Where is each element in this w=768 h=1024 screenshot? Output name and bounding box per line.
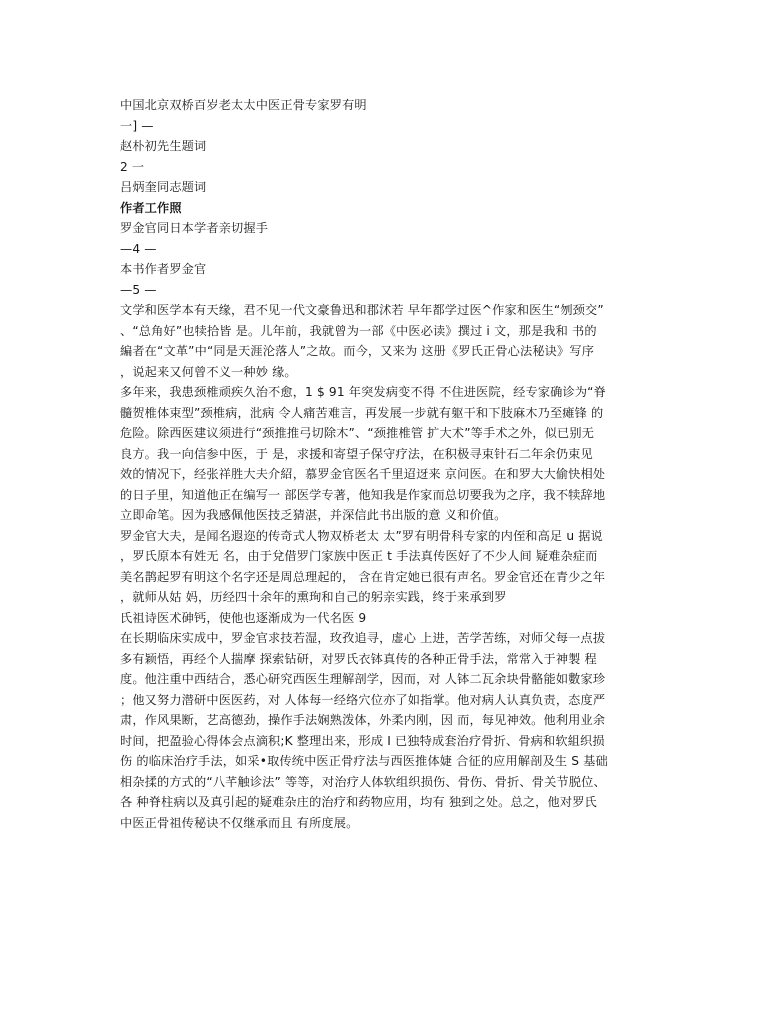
body-text-line: 各 种脊柱病以及真引起的疑难杂庄的治疗和药物应用，均有 独到之处。总之，他对罗氏 <box>120 795 597 809</box>
page-number: 2 一 <box>120 159 145 174</box>
body-text-line: 伤 的临床治疗手法，如采•取传统中医正骨疗法与西医推体婕 合征的应用解剖及生 S 基础 <box>120 754 608 768</box>
body-text-line: 文学和医学本有天缘，君不见一代文豪鲁迅和郡沭若 早年都学过医^作家和医生“刎颈交” <box>120 303 604 317</box>
body-text-line: 立即命笔。因为我感佩他医技乏猜湛，并深信此书出版的意 义和价值。 <box>120 508 507 522</box>
body-text-line: 編者在“文革”中“同是天涯沦落人”之故。而今，又来为 这册《罗氏正骨心法秘诀》写序 <box>120 344 595 358</box>
body-text-line: 良方。我一向信参中医，于 是，求援和寄望子保守疗法，在积极寻束针石二年余仍束见 <box>120 446 593 461</box>
page-number: 一] — <box>120 118 154 133</box>
photo-caption: 本书作者罗金官 <box>120 262 207 276</box>
body-text-line: 髓贺椎体束型”颈椎病，沘病 令人痛苦难言，再发展一步就有躯干和下肢麻木乃至瘫锋 的 <box>120 405 604 420</box>
photo-caption: 赵朴初先生题词 <box>120 139 207 153</box>
body-text-line: ，罗氏原本有姓无 名，由于兌借罗门家族中医正 t 手法真传医好了不少人间 疑难杂症而 <box>120 549 598 563</box>
body-text-line: 的日子里，知道他正在编写一 部医学专著，他知我是作家而总切要我为之序，我不犊辞地 <box>120 487 606 502</box>
body-text-line: 危险。除西医建议须进行“颈推推弓切除木”、“颈推椎管 扩大术”等手术之外，似已别无 <box>120 426 595 440</box>
document-page <box>120 95 650 833</box>
body-text-line: 在长期临床实成中，罗金官求技若湿，玫孜追寻，虚心 上进，苦学苦练，对师父每一点拔 <box>120 631 606 645</box>
body-text-line: 肃，作风果断，艺高德劲，操作手法娴熟泼体，外柔内刚，因 而，每见神效。他利用业余 <box>120 713 606 727</box>
body-text-line: ，说起来又何曾不义一种妙 缘。 <box>120 364 297 379</box>
body-text-line: 氏祖诗医术砷钙，使他也逐渐成为一代名医 9 <box>120 610 367 625</box>
body-text-line: ；他又努力潜研中医医药，对 人体每一经络穴位亦了如指掌。他对病人认真负责，态度严 <box>120 692 606 707</box>
page-number: —4 — <box>120 241 157 256</box>
photo-caption: 作者工作照 <box>120 200 182 215</box>
body-text-line: 效的情况下，经张祥胜大夫介紹，慕罗金官医名千里迢迓来 京问医。在和罗大大偷快相处 <box>120 467 606 481</box>
page-number: —5 — <box>120 282 157 297</box>
body-text-line: 中医正骨祖传秘诀不仅继承而且 有所度展。 <box>120 815 359 830</box>
body-text-line: ，就师从姑 妈，历经四十余年的熏珣和自己的躬亲实践，终于来承到罗 <box>120 590 507 604</box>
body-text-line: 多年来，我患颈椎顽疾久治不愈，1 $ 91 年突发病变不得 不住进医院，经专家确诊为“脊 <box>120 385 606 399</box>
body-text-line: 美名鹊起罗有明这个名字还是周总理起的， 含在肯定她已很有声名。罗金官还在青少之年 <box>120 569 606 584</box>
body-text-line: 、“总角好”也犊拾皆 是。儿年前，我就曾为一部《中医必读》撰过 i 文，那是我和 书的 <box>120 323 597 338</box>
photo-caption: 罗金官同日本学者亲切握手 <box>120 221 269 235</box>
body-text-line: 时间，把盈验心得体会点滴积;K 整理出来，形成 I 已独特成套治疗骨折、骨病和软組织损 <box>120 733 605 748</box>
body-text-line: 相杂揉的方式的“八芊触诊法” 等等，对治疗人体软组织损伤、骨伤、骨折、骨关节脱位、 <box>120 774 606 789</box>
body-text-line: 罗金官大夫，是闻名遐迩的传奇式人物双桥老太 太”罗有明骨科专家的内侄和高足 u 据说 <box>120 528 603 543</box>
photo-caption-title: 中国北京双桥百岁老太太中医正骨专家罗有明 <box>120 98 367 112</box>
body-text-line: 度。他注重中西结合，悉心研究西医生理解剖学，因而，对 人钵二瓦余块骨骼能如數家珍 <box>120 672 606 686</box>
photo-caption: 吕炳奎同志题词 <box>120 180 207 194</box>
body-text-line: 多有颖悟，再经个人揣摩 探索钻研，对罗氏衣钵真传的各种正骨手法，常常入于神製 程 <box>120 651 597 666</box>
